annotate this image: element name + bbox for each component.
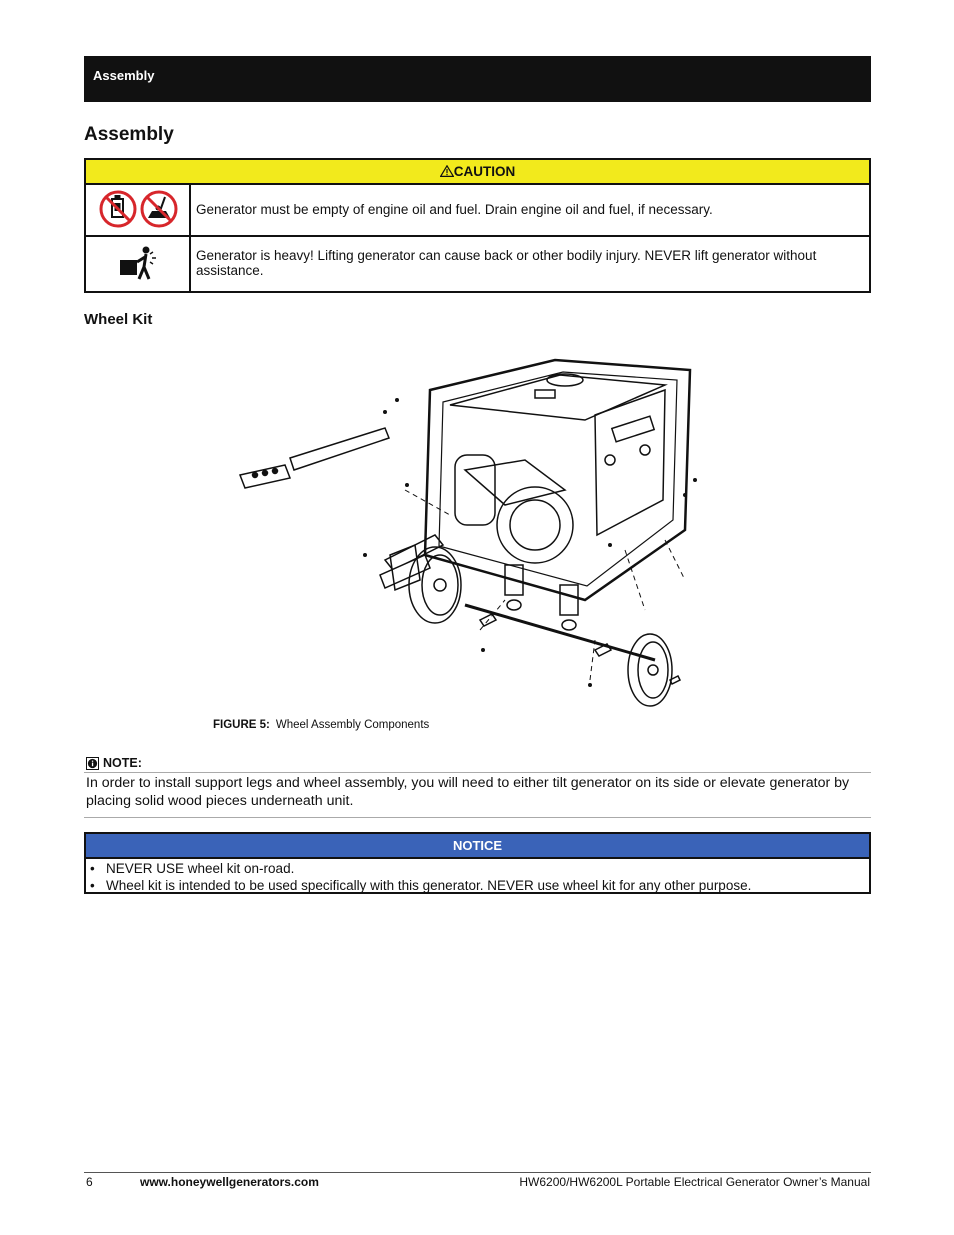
note-heading [86, 756, 142, 770]
footer-divider [84, 1172, 871, 1173]
notice-item-text: Wheel kit is intended to be used specifically with this generator. NEVER use wheel kit for any other purpose. [106, 878, 752, 893]
figure-caption-text: Wheel Assembly Components [275, 719, 430, 731]
warning-triangle-icon [440, 165, 454, 177]
notice-bullet: • [90, 878, 95, 893]
no-fuel-icon [142, 192, 176, 226]
caution-label: CAUTION [453, 164, 516, 179]
figure-label: FIGURE 5: [213, 719, 270, 731]
section-header-bar [84, 56, 871, 102]
caution-text-2: Generator is heavy! Lifting generator can cause back or other bodily injury. NEVER lift generator without assistance. [190, 236, 870, 292]
notice-item [90, 877, 869, 894]
note-label: NOTE: [103, 756, 142, 770]
caution-text-1: Generator must be empty of engine oil and fuel. Drain engine oil and fuel, if necessary. [190, 184, 870, 236]
notice-item-text: NEVER USE wheel kit on-road. [106, 861, 295, 876]
caution-heading [85, 159, 870, 184]
footer-page-number: 6 [86, 1175, 93, 1189]
note-divider-top [84, 772, 871, 773]
notice-bullet: • [90, 861, 95, 876]
note-text: In order to install support legs and wheel assembly, you will need to either tilt generator on its side or elevate generator by placing solid wood pieces underneath unit. [86, 775, 850, 809]
footer-manual-title: HW6200/HW6200L Portable Electrical Generator Owner’s Manual [519, 1175, 870, 1189]
wheel-assembly-illustration [225, 350, 725, 712]
figure-caption [213, 719, 429, 731]
footer-url: www.honeywellgenerators.com [140, 1175, 319, 1189]
notice-box [84, 832, 871, 894]
notice-item [90, 860, 869, 877]
wheel-kit-title: Wheel Kit [84, 311, 153, 328]
heavy-lift-icon [113, 243, 163, 283]
info-icon [86, 757, 99, 770]
note-divider-bottom [84, 817, 871, 818]
caution-icons-row-2 [85, 236, 190, 292]
page-title: Assembly [84, 124, 174, 145]
caution-icons-row-1 [85, 184, 190, 236]
section-label: Assembly [93, 68, 155, 83]
caution-table [84, 158, 871, 293]
notice-heading: NOTICE [86, 834, 869, 859]
notice-list [86, 859, 869, 894]
no-oil-icon [101, 192, 135, 226]
